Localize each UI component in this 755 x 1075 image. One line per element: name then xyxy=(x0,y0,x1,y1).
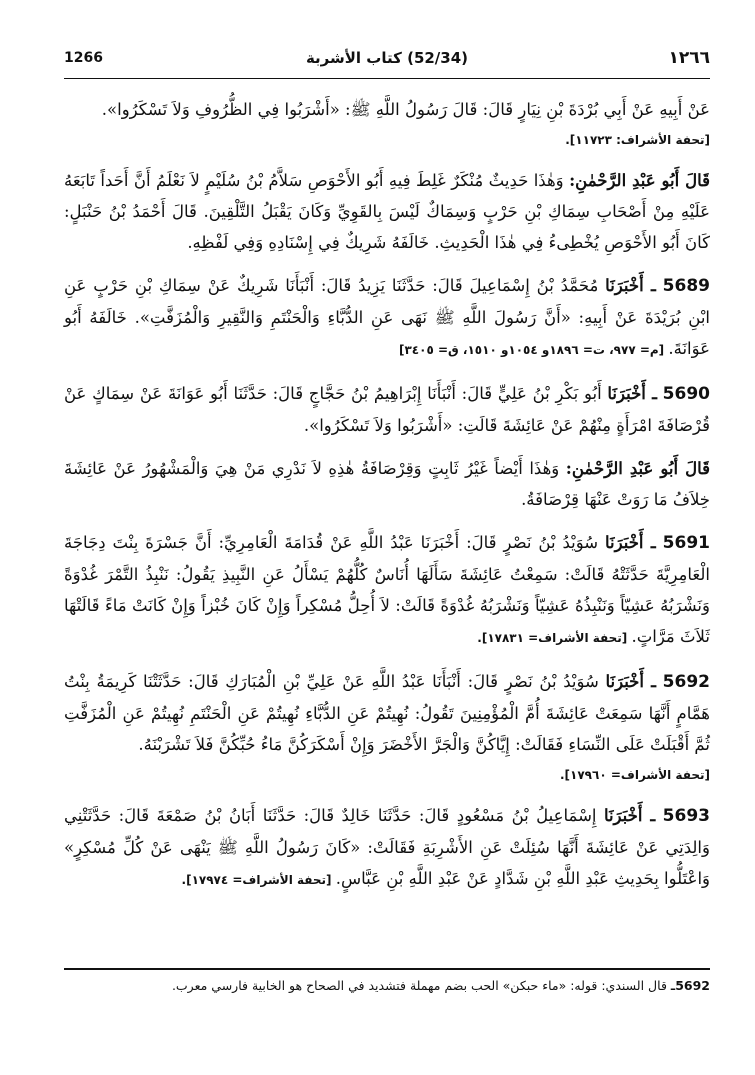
paragraph-text: أَبُو بَكْرِ بْنُ عَلِيٍّ قَالَ: أَنْبَأَنَا إِبْرَاهِيمُ بْنُ حَجَّاجٍ قَالَ: حَدَّثَنَا أَبُو عَوَانَةَ عَنْ سِمَاكٍ عَنْ قُرْصَافَةَ امْرَأَةٍ مِنْهُمْ عَنْ عَائِشَةَ قَالَتِ: «أَشْرَبُوا وَلاَ تَسْكَرُوا». xyxy=(64,384,710,435)
commentary-paragraph xyxy=(64,165,710,258)
paragraph-text: إِسْمَاعِيلُ بْنُ مَسْعُودٍ قَالَ: حَدَّثَنَا خَالِدٌ قَالَ: حَدَّثَنَا أَبَانُ بْنُ صَمْعَةَ قَالَ: حَدَّثَتْنِي وَالِدَتِي عَنْ عَائِشَةَ أَنَّهَا سُئِلَتْ عَنِ الأَشْرِبَةِ فَقَالَتْ: «كَانَ رَسُولُ اللَّهِ ﷺ يَنْهَى عَنْ كُلِّ مُسْكِرٍ» وَاعْتَلُّوا بِحَدِيثِ عَبْدِ اللَّهِ بْنِ شَدَّادٍ عَنْ عَبْدِ اللَّهِ بْنِ عَبَّاسٍ. xyxy=(64,806,710,888)
hadith-paragraph xyxy=(64,270,710,366)
hadith-lead: ـ أَخْبَرَنَا xyxy=(605,672,656,691)
hadith-number: 5691 xyxy=(662,533,710,553)
page-header xyxy=(64,48,710,76)
hadith-paragraph xyxy=(64,378,710,441)
page-number-arabic: ١٢٦٦ xyxy=(668,48,710,68)
page-body xyxy=(64,94,710,908)
footnote xyxy=(64,976,710,996)
running-title: (52/34) كتاب الأشربة xyxy=(305,49,469,67)
book-page xyxy=(64,40,710,1040)
paragraph-text: مُحَمَّدُ بْنُ إِسْمَاعِيلَ قَالَ: حَدَّثَنَا يَزِيدُ قَالَ: أَنْبَأَنَا شَرِيكٌ عَنْ سِمَاكِ بْنِ حَرْبٍ عَنِ ابْنِ بُرَيْدَةَ عَنْ أَبِيهِ: «أَنَّ رَسُولَ اللَّهِ ﷺ نَهَى عَنِ الدُّبَّاءِ وَالْحَنْتَمِ وَالنَّقِيرِ وَالْمُزَفَّتِ». خَالَفَهُ أَبُو عَوَانَةَ. xyxy=(64,276,710,358)
takhrij-reference: [تحفة الأشراف: ١١٧٢٣]. xyxy=(565,133,710,147)
paragraph-text: سُوَيْدُ بْنُ نَصْرٍ قَالَ: أَنْبَأَنَا عَبْدُ اللَّهِ عَنْ عَلِيِّ بْنِ الْمُبَارَكِ قَالَ: حَدَّثَتْنَا كَرِيمَةُ بِنْتُ هَمَّامٍ أَنَّهَا سَمِعَتْ عَائِشَةَ أُمَّ الْمُؤْمِنِينَ تَقُولُ: نُهِيتُمْ عَنِ الدُّبَّاءِ نُهِيتُمْ عَنِ الْحَنْتَمِ نُهِيتُمْ عَنِ الْمُزَفَّتِ ثُمَّ أَقْبَلَتْ عَلَى النِّسَاءِ فَقَالَتْ: إِيَّاكُنَّ وَالْجَرَّ الأَخْضَرَ وَإِنْ أَسْكَرَكُنَّ مَاءُ حُبِّكُنَّ فَلاَ تَشْرَبْنَهُ. xyxy=(64,672,710,754)
hadith-number: 5689 xyxy=(662,276,710,296)
hadith-number: 5692 xyxy=(662,672,710,692)
commentary-lead: قَالَ أَبُو عَبْدِ الرَّحْمٰنِ: xyxy=(569,171,710,190)
commentary-paragraph xyxy=(64,453,710,515)
page-number-latin: 1266 xyxy=(64,50,103,66)
paragraph-text: عَنْ أَبِيهِ عَنْ أَبِي بُرْدَةَ بْنِ نِيَارٍ قَالَ: قَالَ رَسُولُ اللَّهِ ﷺ: «أَشْرَبُوا فِي الظُّرُوفِ وَلاَ تَسْكَرُوا». xyxy=(101,100,710,119)
hadith-paragraph xyxy=(64,800,710,896)
hadith-continuation xyxy=(64,94,710,125)
hadith-paragraph xyxy=(64,666,710,760)
hadith-lead: ـ أَخْبَرَنَا xyxy=(605,276,656,295)
hadith-number: 5693 xyxy=(662,806,710,826)
hadith-lead: ـ أَخْبَرَنَا xyxy=(605,533,656,552)
paragraph-text: سُوَيْدُ بْنُ نَصْرٍ قَالَ: أَخْبَرَنَا عَبْدُ اللَّهِ عَنْ قُدَامَةَ الْعَامِرِيِّ: أَنَّ جَسْرَةَ بِنْتَ دِجَاجَةَ الْعَامِرِيَّةَ حَدَّثَتْهُ قَالَتْ: سَمِعْتُ عَائِشَةَ سَأَلَهَا أُنَاسٌ كُلُّهُمْ يَسْأَلُ عَنِ النَّبِيذِ يَقُولُ: نَنْبِذُ التَّمْرَ غُدْوَةً وَنَشْرَبُهُ عَشِيّاً وَنَنْبِذُهُ عَشِيّاً وَنَشْرَبُهُ غُدْوَةً قَالَتْ: لاَ أُحِلُّ مُسْكِراً وَإِنْ كَانَ خُبْزاً وَإِنْ كَانَتْ مَاءً قَالَتْهَا ثَلاَثَ مَرَّاتٍ. xyxy=(64,533,710,646)
hadith-number: 5690 xyxy=(662,384,710,404)
takhrij-reference: [تحفة الأشراف= ١٧٩٧٤]. xyxy=(181,873,336,887)
hadith-paragraph xyxy=(64,527,710,654)
hadith-lead: ـ أَخْبَرَنَا xyxy=(607,384,657,403)
header-divider xyxy=(64,78,710,79)
takhrij-reference: [م= ٩٧٧، ت= ١٨٩٦و ١٠٥٤و ١٥١٠، ق= ٣٤٠٥] xyxy=(398,343,669,357)
paragraph-text: وَهٰذَا أَيْضاً غَيْرُ ثَابِتٍ وَقِرْصَافَةُ هٰذِهِ لاَ نَدْرِي مَنْ هِيَ وَالْمَشْهُورُ عَنْ عَائِشَةَ خِلاَفُ مَا رَوَتْ عَنْهَا قِرْصَافَةُ. xyxy=(64,459,710,509)
footnote-number: 5692ـ xyxy=(670,978,710,993)
hadith-lead: ـ أَخْبَرَنَا xyxy=(603,806,656,825)
commentary-lead: قَالَ أَبُو عَبْدِ الرَّحْمٰنِ: xyxy=(565,459,710,478)
takhrij-reference: [تحفة الأشراف= ١٧٨٣١]. xyxy=(477,631,632,645)
paragraph-text: وَهٰذَا حَدِيثٌ مُنْكَرٌ غَلِطَ فِيهِ أَبُو الأَحْوَصِ سَلاَّمُ بْنُ سُلَيْمٍ لاَ نَعْلَمُ أَنَّ أَحَداً تَابَعَهُ عَلَيْهِ مِنْ أَصْحَابِ سِمَاكِ بْنِ حَرْبٍ وَسِمَاكٌ لَيْسَ بِالقَوِيِّ وَكَانَ يَقْبَلُ التَّلْقِينَ. قَالَ أَحْمَدُ بْنُ حَنْبَلٍ: كَانَ أَبُو الأَحْوَصِ يُخْطِىءُ فِي هٰذَا الْحَدِيثِ. خَالَفَهُ شَرِيكٌ فِي إِسْنَادِهِ وَفِي لَفْظِهِ. xyxy=(64,171,710,252)
takhrij-reference: [تحفة الأشراف= ١٧٩٦٠]. xyxy=(559,768,710,782)
footnote-text: قال السندي: قوله: «ماء حبكن» الحب بضم مهملة فتشديد في الصحاح هو الخابية فارسي معرب. xyxy=(171,978,667,993)
footnote-divider xyxy=(64,968,710,970)
